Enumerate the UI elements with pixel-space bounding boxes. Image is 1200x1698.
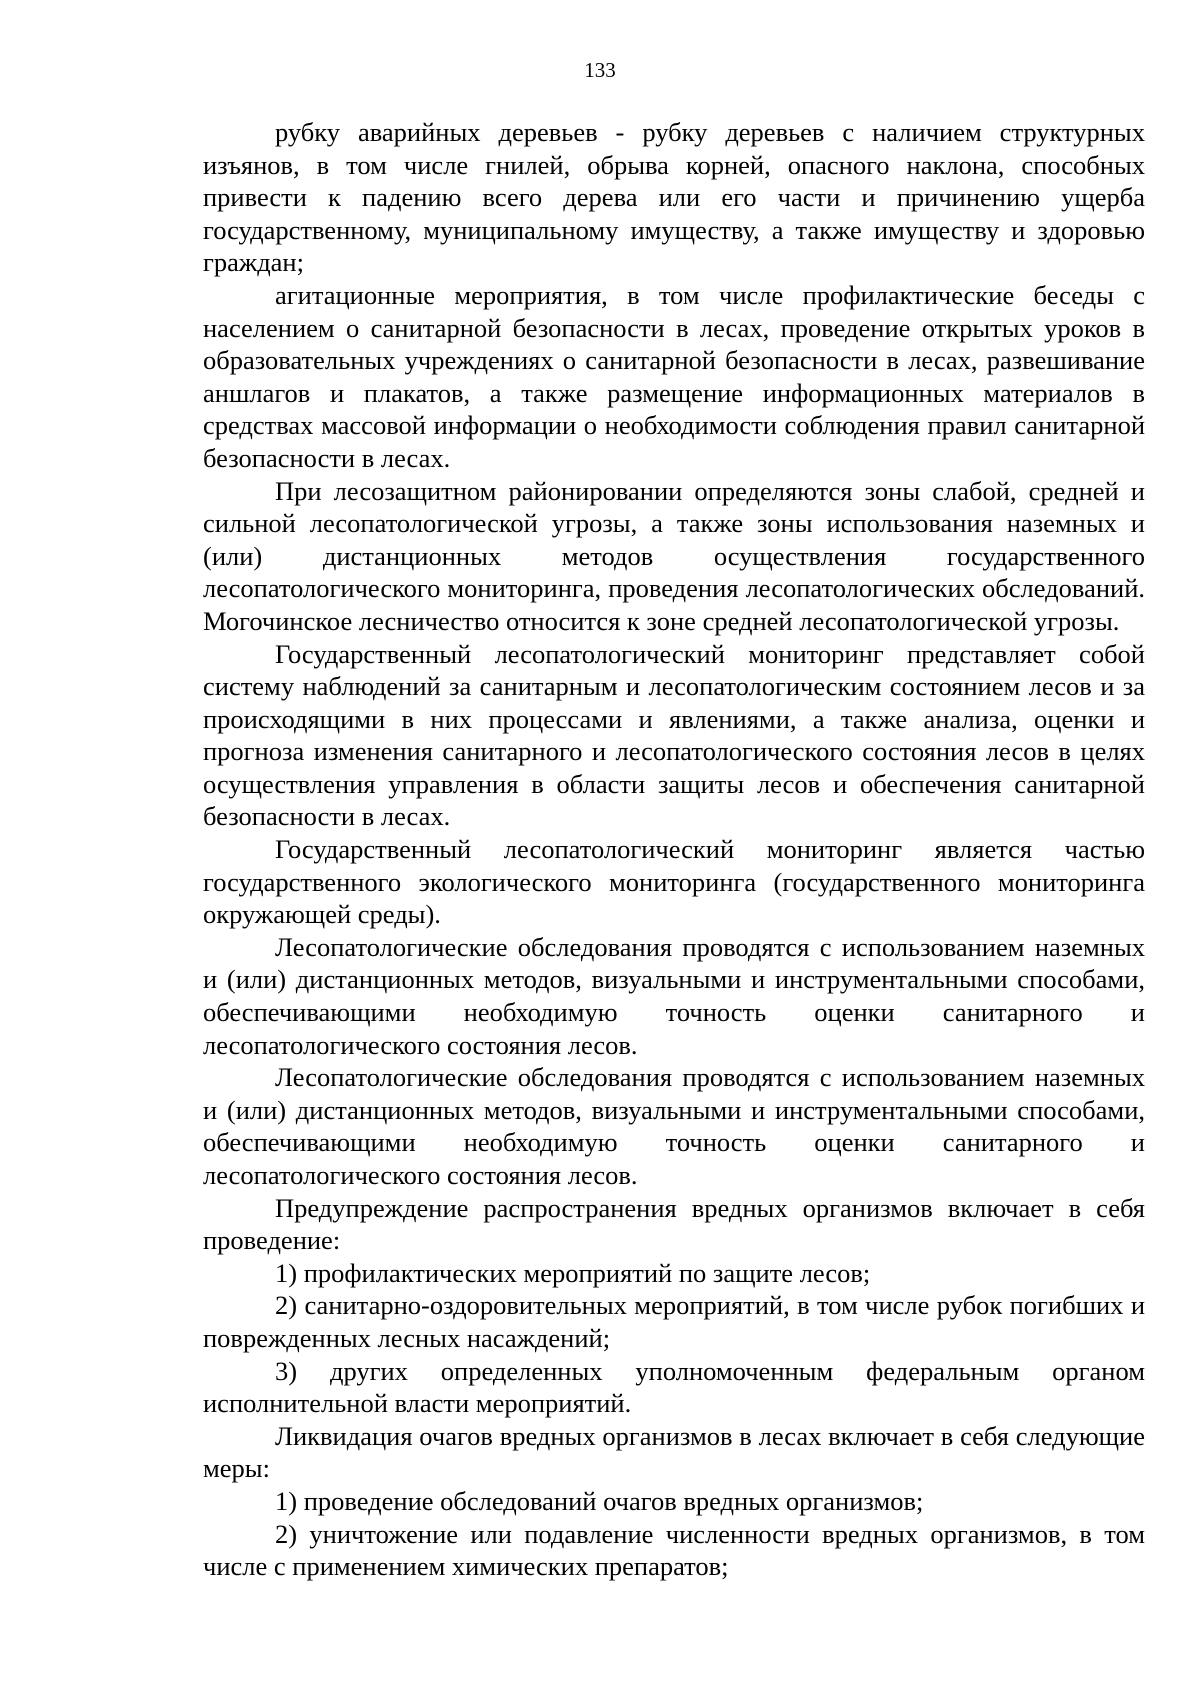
paragraph: рубку аварийных деревьев - рубку деревьев с наличием структурных изъянов, в том числе гнилей, обрыва корней, опасного наклона, способных привести к падению всего дерева или его части и причинению ущерба государственному, муниципальному имуществу, а также имуществу и здоровью граждан; (203, 117, 1145, 278)
document-body (203, 116, 1145, 1583)
paragraph: Государственный лесопатологический мониторинг представляет собой систему наблюдений за санитарным и лесопатологическим состоянием лесов и за происходящими в них процессами и явлениями, а также анализа, оценки и прогноза изменения санитарного и лесопатологического состояния лесов в целях осуществления управления в области защиты лесов и обеспечения санитарной безопасности в лесах. (203, 638, 1145, 832)
paragraph: Государственный лесопатологический мониторинг является частью государственного экологического мониторинга (государственного мониторинга окружающей среды). (203, 834, 1145, 930)
paragraph: Ликвидация очагов вредных организмов в лесах включает в себя следующие меры: (203, 1420, 1145, 1484)
paragraph: Лесопатологические обследования проводятся с использованием наземных и (или) дистанционных методов, визуальными и инструментальными способами, обеспечивающими необходимую точность оценки санитарного и лесопатологического состояния лесов. (203, 931, 1145, 1060)
list-item: 2) уничтожение или подавление численности вредных организмов, в том числе с применением химических препаратов; (203, 1518, 1145, 1582)
page-number: 133 (584, 58, 616, 82)
paragraph: Лесопатологические обследования проводятся с использованием наземных и (или) дистанционных методов, визуальными и инструментальными способами, обеспечивающими необходимую точность оценки санитарного и лесопатологического состояния лесов. (203, 1062, 1145, 1190)
list-item: 1) проведение обследований очагов вредных организмов; (275, 1485, 924, 1516)
paragraph: Предупреждение распространения вредных организмов включает в себя проведение: (203, 1192, 1145, 1256)
list-item: 3) других определенных уполномоченным федеральным органом исполнительной власти мероприятий. (203, 1355, 1145, 1419)
list-item: 2) санитарно-оздоровительных мероприятий, в том числе рубок погибших и поврежденных лесных насаждений; (203, 1290, 1145, 1353)
paragraph: При лесозащитном районировании определяются зоны слабой, средней и сильной лесопатологической угрозы, а также зоны использования наземных и (или) дистанционных методов осуществления государственного лесопатологического мониторинга, проведения лесопатологических обследований. Могочинское лесничество относится к зоне средней лесопатологической угрозы. (203, 475, 1145, 636)
list-item: 1) профилактических мероприятий по защите лесов; (275, 1257, 871, 1288)
paragraph: агитационные мероприятия, в том числе профилактические беседы с населением о санитарной безопасности в лесах, проведение открытых уроков в образовательных учреждениях о санитарной безопасности в лесах, развешивание аншлагов и плакатов, а также размещение информационных материалов в средствах массовой информации о необходимости соблюдения правил санитарной безопасности в лесах. (203, 279, 1145, 473)
